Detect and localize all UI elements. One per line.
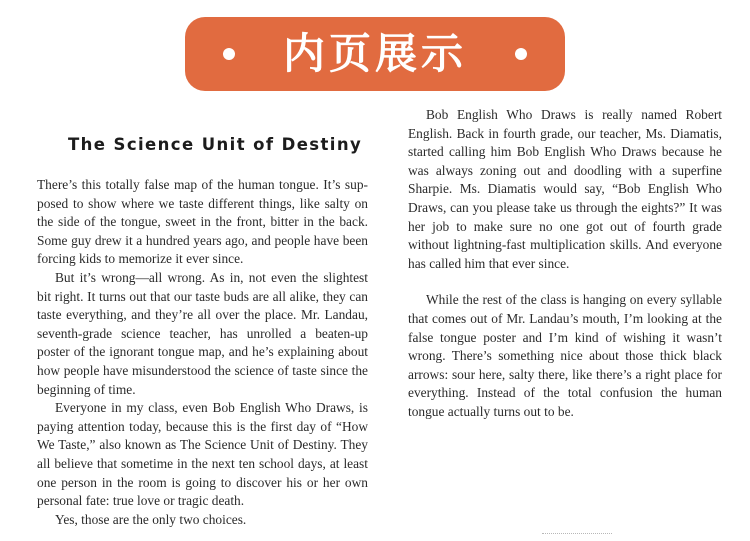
left-text-column (37, 176, 368, 529)
paragraph: Yes, those are the only two choices. (55, 511, 247, 527)
chapter-title: The Science Unit of Destiny (68, 135, 363, 154)
banner (185, 17, 565, 91)
paragraph: There’s this totally false map of the human tongue. It’s supposed to show where we taste different things, like salty on the side of the tongue, sweet in the front, bitter in the back. Some guy drew it a hundred years ago, and people have been forcing kids to memorize it ever since. (37, 177, 368, 267)
page-bottom-rule (542, 533, 612, 534)
paragraph: Everyone in my class, even Bob English Who Draws, is paying attention today, because this is the first day of “How We Taste,” also known as The Science Unit of Destiny. They all believe that sometime in the next ten school days, at least one person in the room is going to discover his or her own personal fate: true love or tragic death. (37, 400, 368, 509)
banner-dot-right (515, 48, 527, 60)
right-text-column (408, 106, 722, 422)
paragraph: Bob English Who Draws is really named Robert English. Back in fourth grade, our teacher, Ms. Diamatis, started calling him Bob English Who Draws because he was always zoning out and doodling with a superfine Sharpie. Ms. Diamatis would say, “Bob English Who Draws, can you please take us through the eights?” It was her job to make sure no one got out of fourth grade without lightning-fast multiplication skills. And everyone has called him that ever since. (408, 107, 722, 271)
paragraph: But it’s wrong—all wrong. As in, not even the slightest bit right. It turns out that our taste buds are all alike, they can taste everything, and they’re all over the place. Mr. Landau, seventh-grade science teacher, has unrolled a beaten-up poster of the ignorant tongue map, and he’s explaining about how people have misunderstood the science of taste since the beginning of time. (37, 269, 368, 397)
paragraph: While the rest of the class is hanging on every syllable that comes out of Mr. Landau’s mouth, I’m looking at the false tongue poster and I’m kind of wishing it wasn’t wrong. There’s something nice about those thick black arrows: sour here, salty there, like there’s a right place for everything. Instead of the total confusion the human tongue actually turns out to be. (408, 292, 722, 419)
banner-title: 内页展示 (282, 29, 467, 78)
